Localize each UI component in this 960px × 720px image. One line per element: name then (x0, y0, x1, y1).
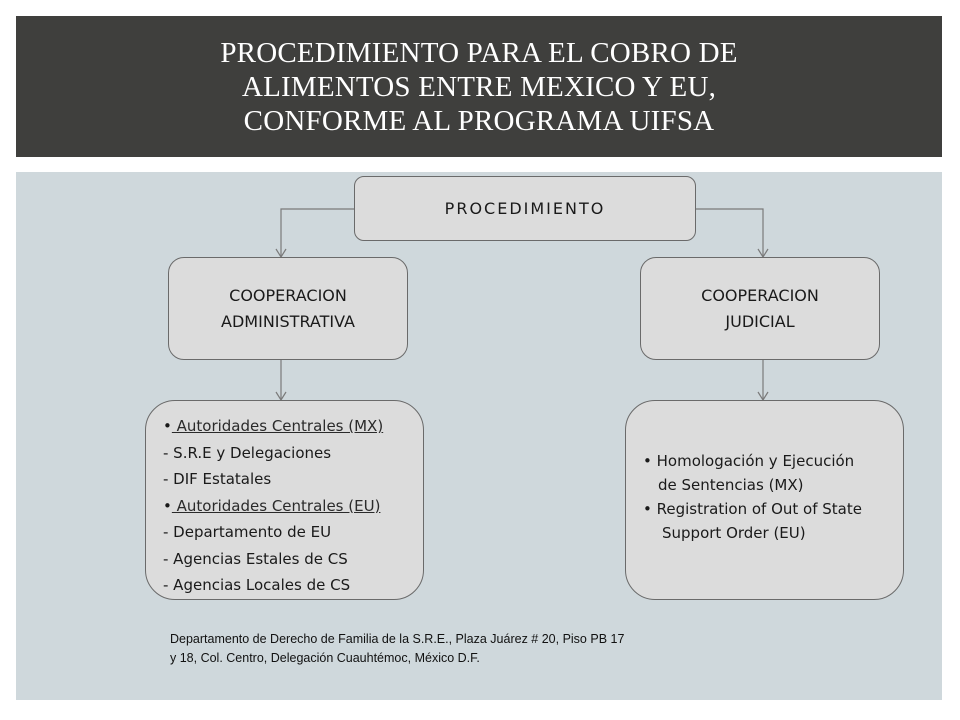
list-item (643, 521, 903, 545)
admin-item-text: - Agencias Estales de CS (163, 549, 348, 568)
judicial-item-text: Homologación y Ejecución (651, 452, 855, 470)
bullet-icon: • (643, 500, 652, 518)
admin-item-text: - Agencias Locales de CS (163, 576, 351, 594)
judicial-item-text: Registration of Out of State (651, 500, 862, 518)
judicial-title-line-1: COOPERACION (701, 285, 819, 305)
admin-authorities-list (145, 400, 424, 600)
list-item (163, 519, 423, 546)
connector-root-to-admin (281, 209, 354, 257)
bullet-icon: • (643, 452, 652, 470)
procedimiento-label: PROCEDIMIENTO (444, 199, 606, 218)
admin-item-text: Autoridades Centrales (MX) (171, 417, 384, 435)
list-item (163, 440, 423, 467)
list-item (643, 449, 903, 473)
admin-title-line-2: ADMINISTRATIVA (221, 311, 355, 331)
cooperacion-judicial-node (640, 257, 880, 360)
bullet-icon: • (163, 496, 172, 515)
procedimiento-node (354, 176, 696, 241)
admin-item-text: - DIF Estatales (163, 470, 272, 488)
cooperacion-administrativa-node (168, 257, 408, 360)
list-item (163, 413, 423, 440)
bullet-icon: • (163, 417, 172, 435)
admin-item-text: - S.R.E y Delegaciones (163, 443, 332, 462)
list-item (163, 493, 423, 520)
title-line-1: PROCEDIMIENTO PARA EL COBRO DE (220, 36, 738, 69)
title-line-3: CONFORME AL PROGRAMA UIFSA (243, 104, 715, 137)
list-item (643, 473, 903, 497)
admin-item-text: Autoridades Centrales (EU) (171, 496, 381, 515)
list-item (163, 572, 423, 599)
list-item (163, 546, 423, 573)
admin-title-line-1: COOPERACION (229, 285, 347, 305)
list-item (163, 466, 423, 493)
footnote: Departamento de Derecho de Familia de la S.R.E., Plaza Juárez # 20, Piso PB 17 y 18, Col. Centro, Delegación Cuauhtémoc, México D.F. (170, 632, 625, 665)
title-line-2: ALIMENTOS ENTRE MEXICO Y EU, (241, 70, 717, 103)
connector-root-to-judicial (696, 209, 763, 257)
judicial-procedures-list (625, 400, 904, 600)
judicial-item-text: de Sentencias (MX) (658, 476, 804, 494)
judicial-title-line-2: JUDICIAL (725, 311, 795, 331)
judicial-item-text: Support Order (EU) (662, 524, 806, 542)
list-item (643, 497, 903, 521)
admin-item-text: - Departamento de EU (163, 523, 332, 541)
